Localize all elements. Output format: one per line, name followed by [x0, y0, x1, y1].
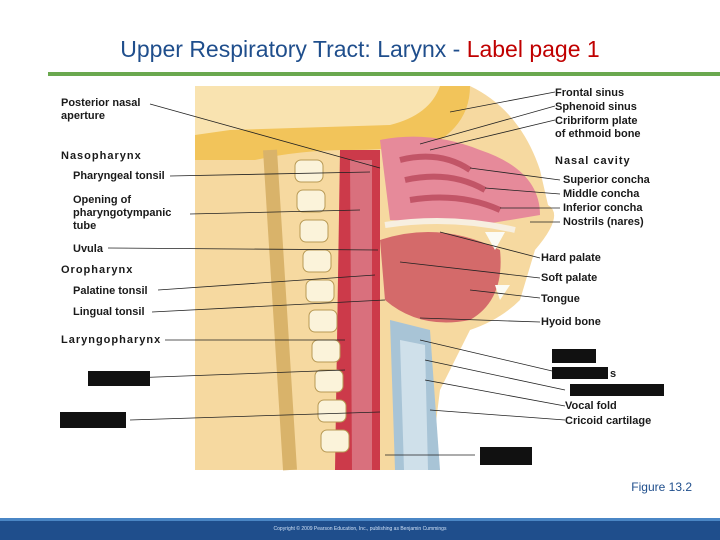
- label-cribriform-2: of ethmoid bone: [555, 128, 641, 140]
- tongue-region: [380, 232, 501, 323]
- redacted-label-1[interactable]: [552, 349, 596, 363]
- label-posterior-nasal: Posterior nasal: [61, 97, 141, 109]
- label-inferior-concha: Inferior concha: [563, 202, 643, 214]
- label-hard-palate: Hard palate: [541, 252, 601, 264]
- label-nasal-cavity: Nasal cavity: [555, 155, 631, 167]
- label-uvula: Uvula: [73, 243, 103, 255]
- figure-label: Figure 13.2: [631, 480, 692, 494]
- title-accent: Label page 1: [466, 36, 600, 62]
- copyright-text: Copyright © 2009 Pearson Education, Inc., publishing as Benjamin Cummings: [273, 526, 447, 532]
- footer-stripe: [0, 518, 720, 521]
- label-oropharynx: Oropharynx: [61, 264, 134, 276]
- label-middle-concha: Middle concha: [563, 188, 640, 200]
- label-partial-s: s: [610, 368, 617, 380]
- label-cricoid-cartilage: Cricoid cartilage: [565, 415, 652, 427]
- redacted-label-5[interactable]: [60, 412, 126, 428]
- label-frontal-sinus: Frontal sinus: [555, 87, 625, 99]
- label-pharyngeal-tonsil: Pharyngeal tonsil: [73, 170, 165, 182]
- redacted-label-4[interactable]: [88, 371, 150, 386]
- label-soft-palate: Soft palate: [541, 272, 598, 284]
- label-cribriform-1: Cribriform plate: [555, 115, 638, 127]
- redacted-label-6[interactable]: [480, 447, 532, 465]
- label-tongue: Tongue: [541, 293, 580, 305]
- redacted-label-2[interactable]: [552, 367, 608, 379]
- label-laryngopharynx: Laryngopharynx: [61, 334, 162, 346]
- label-vocal-fold: Vocal fold: [565, 400, 617, 412]
- trachea-lumen: [400, 340, 428, 470]
- label-aperture: aperture: [61, 110, 106, 122]
- label-nasopharynx: Nasopharynx: [61, 150, 142, 162]
- label-superior-concha: Superior concha: [563, 174, 650, 186]
- title-main: Upper Respiratory Tract: Larynx -: [120, 36, 467, 62]
- label-palatine-tonsil: Palatine tonsil: [73, 285, 148, 297]
- label-nostrils: Nostrils (nares): [563, 216, 644, 228]
- label-opening-3: tube: [73, 220, 97, 232]
- label-lingual-tonsil: Lingual tonsil: [73, 306, 145, 318]
- label-sphenoid-sinus: Sphenoid sinus: [555, 101, 637, 113]
- redacted-label-3[interactable]: [570, 384, 664, 396]
- label-opening-1: Opening of: [73, 194, 132, 206]
- label-hyoid-bone: Hyoid bone: [541, 316, 601, 328]
- label-opening-2: pharyngotympanic: [73, 207, 172, 219]
- pharynx-lumen: [350, 160, 372, 470]
